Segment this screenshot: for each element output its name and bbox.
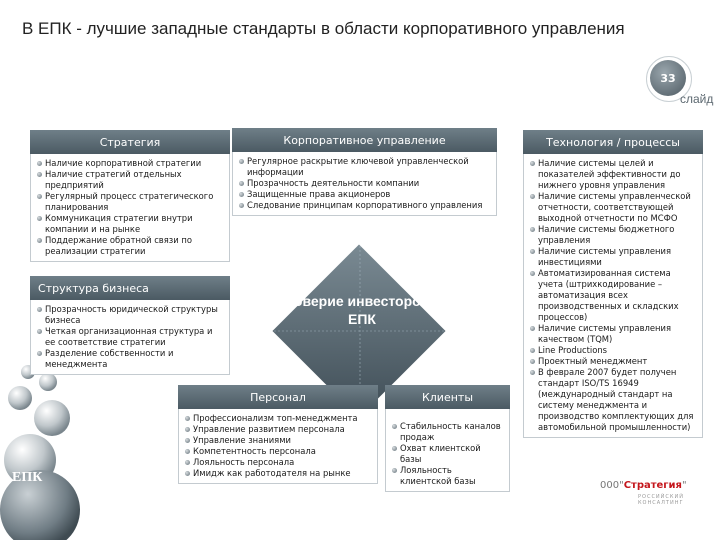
clients-title: Клиенты [385,385,510,409]
technology-list [524,154,702,437]
list-item: Разделение собственности и менеджмента [37,348,223,370]
slide-label: слайд [680,92,714,106]
list-item: Защищенные права акционеров [239,189,490,200]
list-item: Регулярный процесс стратегического планирования [37,191,223,213]
company-prefix: 000" [600,480,624,491]
list-item: Наличие системы управления инвестициями [530,246,696,268]
list-item: Следование принципам корпоративного управления [239,200,490,211]
slide-number-badge: 33 [650,60,686,96]
list-item: Охват клиентской базы [392,443,503,465]
clients-list [386,417,509,491]
list-item: Стабильность каналов продаж [392,421,503,443]
personnel-title: Персонал [178,385,378,409]
company-brand: Стратегия [623,480,682,491]
governance-body [232,152,497,216]
page-title: В ЕПК - лучшие западные стандарты в области корпоративного управления [22,19,625,38]
governance-panel [232,128,497,216]
list-item: Коммуникация стратегии внутри компании и на рынке [37,213,223,235]
governance-title: Корпоративное управление [232,128,497,152]
list-item: Компетентность персонала [185,446,371,457]
clients-body [385,409,510,492]
strategy-title: Стратегия [30,130,230,154]
strategy-list [31,154,229,261]
sphere-medium-2 [34,400,70,436]
structure-panel [30,276,230,375]
spheres-decoration [0,360,110,540]
strategy-panel [30,130,230,262]
list-item: Автоматизированная система учета (штрихкодирование – автоматизация всех производственных и складских процессов) [530,268,696,323]
technology-body [523,154,703,438]
list-item: Line Productions [530,345,696,356]
company-name [600,480,687,491]
list-item: Поддержание обратной связи по реализации стратегии [37,235,223,257]
clients-panel [385,385,510,492]
list-item: Прозрачность деятельности компании [239,178,490,189]
strategy-body [30,154,230,262]
list-item: Лояльность персонала [185,457,371,468]
list-item: Управление знаниями [185,435,371,446]
list-item: Наличие системы целей и показателей эффективности до нижнего уровня управления [530,158,696,191]
list-item: Регулярное раскрытие ключевой управленческой информации [239,156,490,178]
list-item: Проектный менеджмент [530,356,696,367]
personnel-list [179,409,377,483]
list-item: Наличие системы бюджетного управления [530,224,696,246]
technology-title: Технология / процессы [523,130,703,154]
sphere-small-2 [39,373,57,391]
list-item: Наличие стратегий отдельных предприятий [37,169,223,191]
list-item: Прозрачность юридической структуры бизнеса [37,304,223,326]
list-item: Имидж как работодателя на рынке [185,468,371,479]
list-item: Профессионализм топ-менеджмента [185,413,371,424]
personnel-body [178,409,378,484]
structure-list [31,300,229,374]
center-text: Доверие инвесторов к ЕПК [283,293,441,327]
governance-list [233,152,496,215]
technology-panel [523,130,703,438]
list-item: Лояльность клиентской базы [392,465,503,487]
company-suffix: " [681,480,687,491]
list-item: Наличие системы управления качеством (TQM) [530,323,696,345]
sphere-medium-1 [8,386,32,410]
structure-title: Структура бизнеса [30,276,230,300]
epk-logo: ЕПК [12,470,43,485]
list-item: Наличие корпоративной стратегии [37,158,223,169]
company-subtitle: РОССИЙСКИЙ КОНСАЛТИНГ [638,494,684,506]
list-item: Управление развитием персонала [185,424,371,435]
personnel-panel [178,385,378,484]
list-item: Наличие системы управленческой отчетности, соответствующей выходной отчетности по МСФО [530,191,696,224]
list-item: Четкая организационная структура и ее соответствие стратегии [37,326,223,348]
structure-body [30,300,230,375]
list-item: В феврале 2007 будет получен стандарт ISO/TS 16949 (международный стандарт на систему менеджмента и производство комплектующих для автомобильной промышленности) [530,367,696,433]
